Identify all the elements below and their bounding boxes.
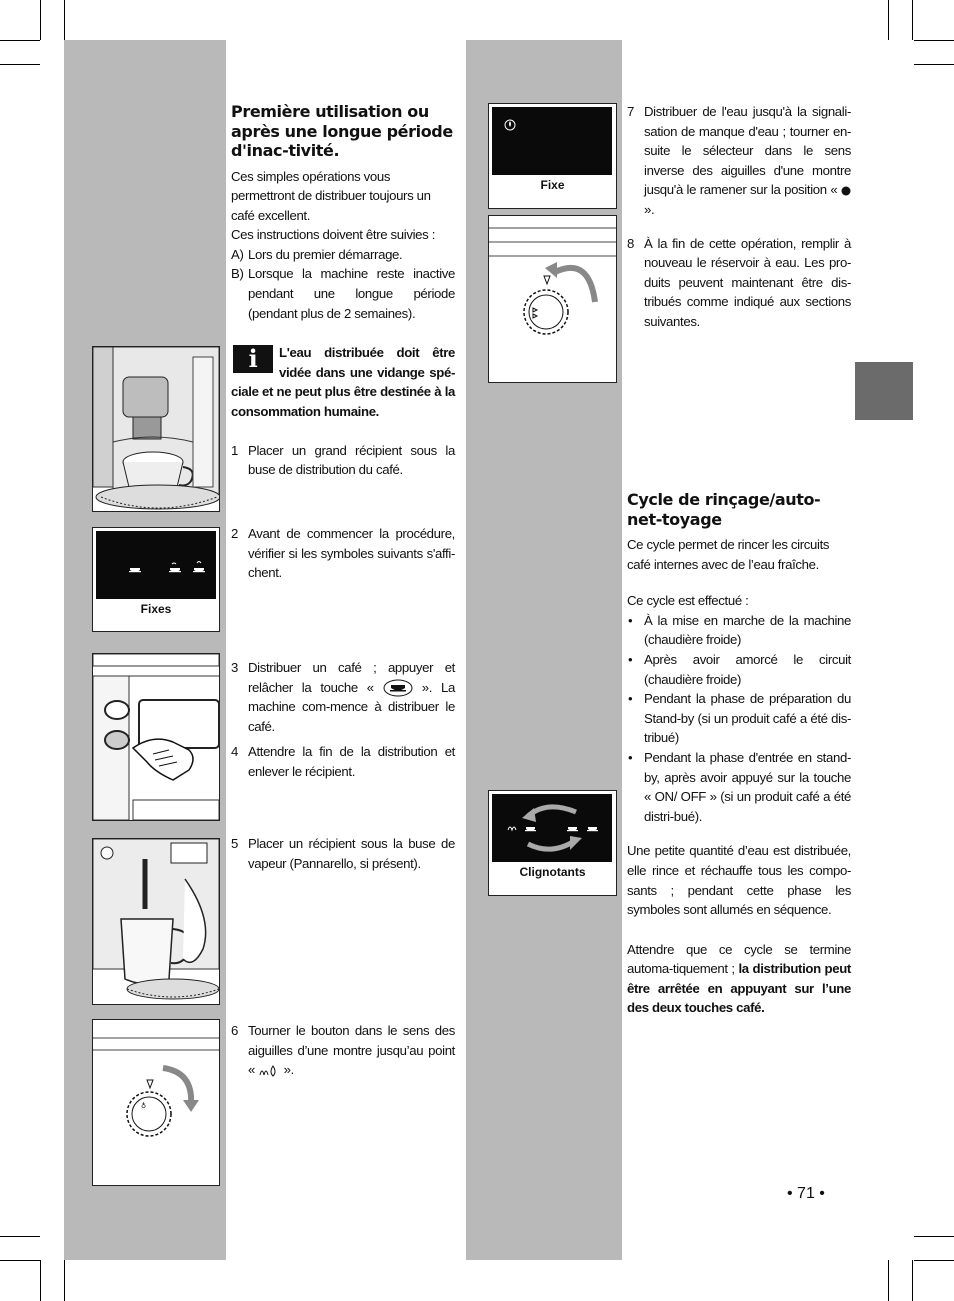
machine-display — [492, 794, 612, 862]
crop-mark — [0, 1260, 40, 1261]
filled-dot-icon — [841, 186, 851, 196]
warning-note — [231, 343, 455, 421]
step-text: Avant de commencer la procédure, vérifier si les symboles suivants s'affi-chent. — [248, 526, 455, 581]
crop-mark — [0, 64, 40, 65]
rinse-paragraph-2: Ce cycle est effectué : — [627, 593, 749, 609]
section-title-first-use: Première utilisation ou après une longue période d'inac-tivité. — [231, 102, 453, 160]
step-number: 8 — [627, 235, 634, 251]
steam-icon — [508, 827, 516, 830]
step-1 — [231, 441, 455, 480]
step-number: 4 — [231, 744, 238, 760]
step-5-block — [231, 834, 455, 873]
crop-mark — [888, 1260, 889, 1301]
intro-paragraph-2: Ces instructions doivent être suivies : — [231, 227, 436, 243]
list-item: • Après avoir amorcé le circuit (chaudière froide) — [627, 650, 851, 689]
step-text: À la fin de cette opération, remplir à nouveau le réservoir à eau. Les pro-duits peuvent maintenant être dis-tribués comme indiqué aux sections suivantes. — [644, 235, 851, 329]
coffee-cup-icon — [169, 563, 181, 572]
right-steps-block — [627, 102, 851, 332]
list-item: • Pendant la phase de préparation du Stand-by (si un produit café a été dis-tribué) — [627, 689, 851, 748]
knob-counterclockwise-illustration — [488, 215, 617, 383]
svg-text:♁: ♁ — [141, 1102, 147, 1110]
list-item-b — [231, 264, 455, 323]
crop-mark — [914, 1260, 954, 1261]
list-text: Lors du premier démarrage. — [248, 246, 403, 262]
crop-mark — [912, 1260, 913, 1301]
list-item: • Pendant la phase d'entrée en stand-by, après avoir appuyé sur la touche « ON/ OFF » (si un produit café a été distri-bué). — [627, 748, 851, 826]
coffee-cup-icon — [525, 827, 536, 831]
step-text-cont: ». La machine com-mence à distribuer le café. — [248, 679, 455, 734]
coffee-cup-icon — [383, 679, 413, 697]
section-tab — [855, 362, 913, 420]
machine-with-cup-illustration — [92, 346, 220, 512]
clignotants-caption: Clignotants — [519, 865, 586, 879]
info-icon: i — [233, 345, 273, 373]
coffee-cup-icon — [129, 568, 141, 572]
step-4 — [231, 742, 455, 781]
list-label: A) — [231, 246, 244, 262]
steam-water-icon — [258, 1064, 280, 1078]
step-text: Distribuer un café ; appuyer et relâcher la touche « — [248, 660, 455, 695]
list-text: Lorsque la machine reste inactive pendant une longue période (pendant plus de 2 semaines). — [248, 266, 455, 321]
rinse-paragraph-3: Une petite quantité d’eau est distribuée, elle rince et réchauffe tous les compo-sants ; pendant cette phase les symboles sont allumés en séquence. — [627, 843, 851, 918]
display-fixes-panel — [92, 527, 220, 632]
crop-mark — [914, 40, 954, 41]
step-text: Tourner le bouton dans le sens des aiguilles d’une montre jusqu’au point « — [248, 1023, 455, 1078]
step-number: 3 — [231, 660, 238, 675]
rinse-paragraph: Ce cycle permet de rincer les circuits café internes avec de l’eau fraîche. — [627, 537, 830, 572]
double-coffee-icon — [587, 827, 598, 831]
step-3-4-block — [231, 658, 455, 782]
crop-mark — [0, 40, 40, 41]
rinse-paragraph-4 — [627, 940, 851, 1018]
step-text-cont: ». — [644, 201, 655, 217]
step-text-cont: ». — [283, 1062, 294, 1078]
step-5 — [231, 834, 455, 873]
crop-mark — [64, 1260, 65, 1301]
crop-mark — [914, 1236, 954, 1237]
crop-mark — [888, 0, 889, 40]
no-water-icon — [509, 121, 511, 127]
coffee-cup-icon — [567, 827, 578, 831]
list-item: • À la mise en marche de la machine (chaudière froide) — [627, 611, 851, 650]
crop-mark — [912, 0, 913, 40]
knob-clockwise-illustration — [92, 1019, 220, 1186]
intro-paragraph: Ces simples opérations vous permettront de distribuer toujours un café excellent. — [231, 168, 431, 223]
step-6 — [231, 1021, 455, 1080]
crop-mark — [0, 1236, 40, 1237]
step-7 — [627, 102, 851, 220]
step-6-block — [231, 1021, 455, 1080]
left-text-column — [231, 102, 455, 480]
double-coffee-icon — [193, 562, 205, 573]
crop-mark — [40, 0, 41, 40]
machine-display — [492, 107, 612, 175]
list-label: B) — [231, 266, 244, 282]
list-item-a — [231, 245, 455, 265]
display-fixe-panel — [488, 103, 617, 209]
rinse-wait-text: Attendre que ce cycle se termine automa-tiquement ; — [627, 941, 851, 977]
crop-mark — [40, 1260, 41, 1301]
rinse-cycle-section — [627, 490, 851, 1018]
step-text: Attendre la fin de la distribution et enlever le récipient. — [248, 744, 455, 779]
step-text: Placer un grand récipient sous la buse de distribution du café. — [248, 442, 455, 478]
crop-mark — [914, 64, 954, 65]
step-2-block — [231, 524, 455, 583]
step-number: 7 — [627, 104, 634, 119]
section-title-rinse-cycle: Cycle de rinçage/auto-net-toyage — [627, 490, 821, 529]
steam-wand-pitcher-illustration — [92, 838, 220, 1005]
step-2 — [231, 524, 455, 583]
page-number: • 71 • — [787, 1185, 825, 1202]
crop-mark — [64, 0, 65, 40]
step-8 — [627, 234, 851, 332]
rinse-stop-text: la distribution peut être arrêtée en appuyant sur l’une des deux touches café. — [627, 961, 851, 1016]
press-coffee-button-illustration — [92, 653, 220, 821]
fixe-caption: Fixe — [540, 178, 565, 192]
display-clignotants-panel — [488, 790, 617, 896]
step-number: 6 — [231, 1023, 238, 1038]
warning-text: L'eau distribuée doit être vidée dans une vidange spé-ciale et ne peut plus être destinée à la consommation humaine. — [231, 345, 455, 420]
step-number: 5 — [231, 836, 238, 851]
fixes-caption: Fixes — [140, 602, 172, 616]
step-number: 2 — [231, 526, 238, 541]
machine-display — [96, 531, 216, 599]
step-number: 1 — [231, 442, 238, 458]
step-text: Placer un récipient sous la buse de vapeur (Pannarello, si présent). — [248, 836, 455, 871]
step-3 — [231, 658, 455, 736]
step-text: Distribuer de l'eau jusqu'à la signali-sation de manque d'eau ; tourner en-suite le sélecteur dans le sens inverse des aiguilles d'une montre jusqu'à le ramener sur la position « — [644, 104, 851, 198]
